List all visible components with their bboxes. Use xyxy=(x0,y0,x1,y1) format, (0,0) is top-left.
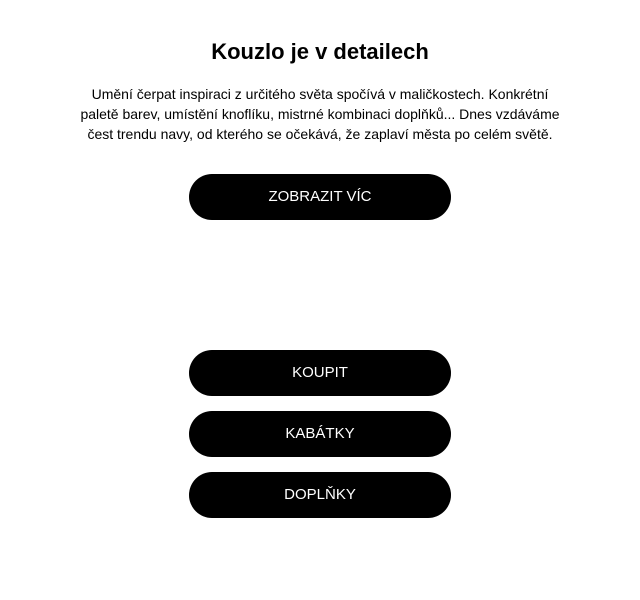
coats-button[interactable]: KABÁTKY xyxy=(189,411,451,457)
section-title: Kouzlo je v detailech xyxy=(211,39,429,64)
show-more-button[interactable]: ZOBRAZIT VÍC xyxy=(189,174,451,220)
accessories-button[interactable]: DOPLŇKY xyxy=(189,472,451,518)
buy-button[interactable]: KOUPIT xyxy=(189,350,451,396)
section-description: Umění čerpat inspiraci z určitého světa spočívá v maličkostech. Konkrétní paletě barev, umístění knoflíku, mistrné kombinaci doplňků... Dnes vzdáváme čest trendu navy, od kterého se očekává, že zaplaví města po celém světě. xyxy=(80,86,560,142)
